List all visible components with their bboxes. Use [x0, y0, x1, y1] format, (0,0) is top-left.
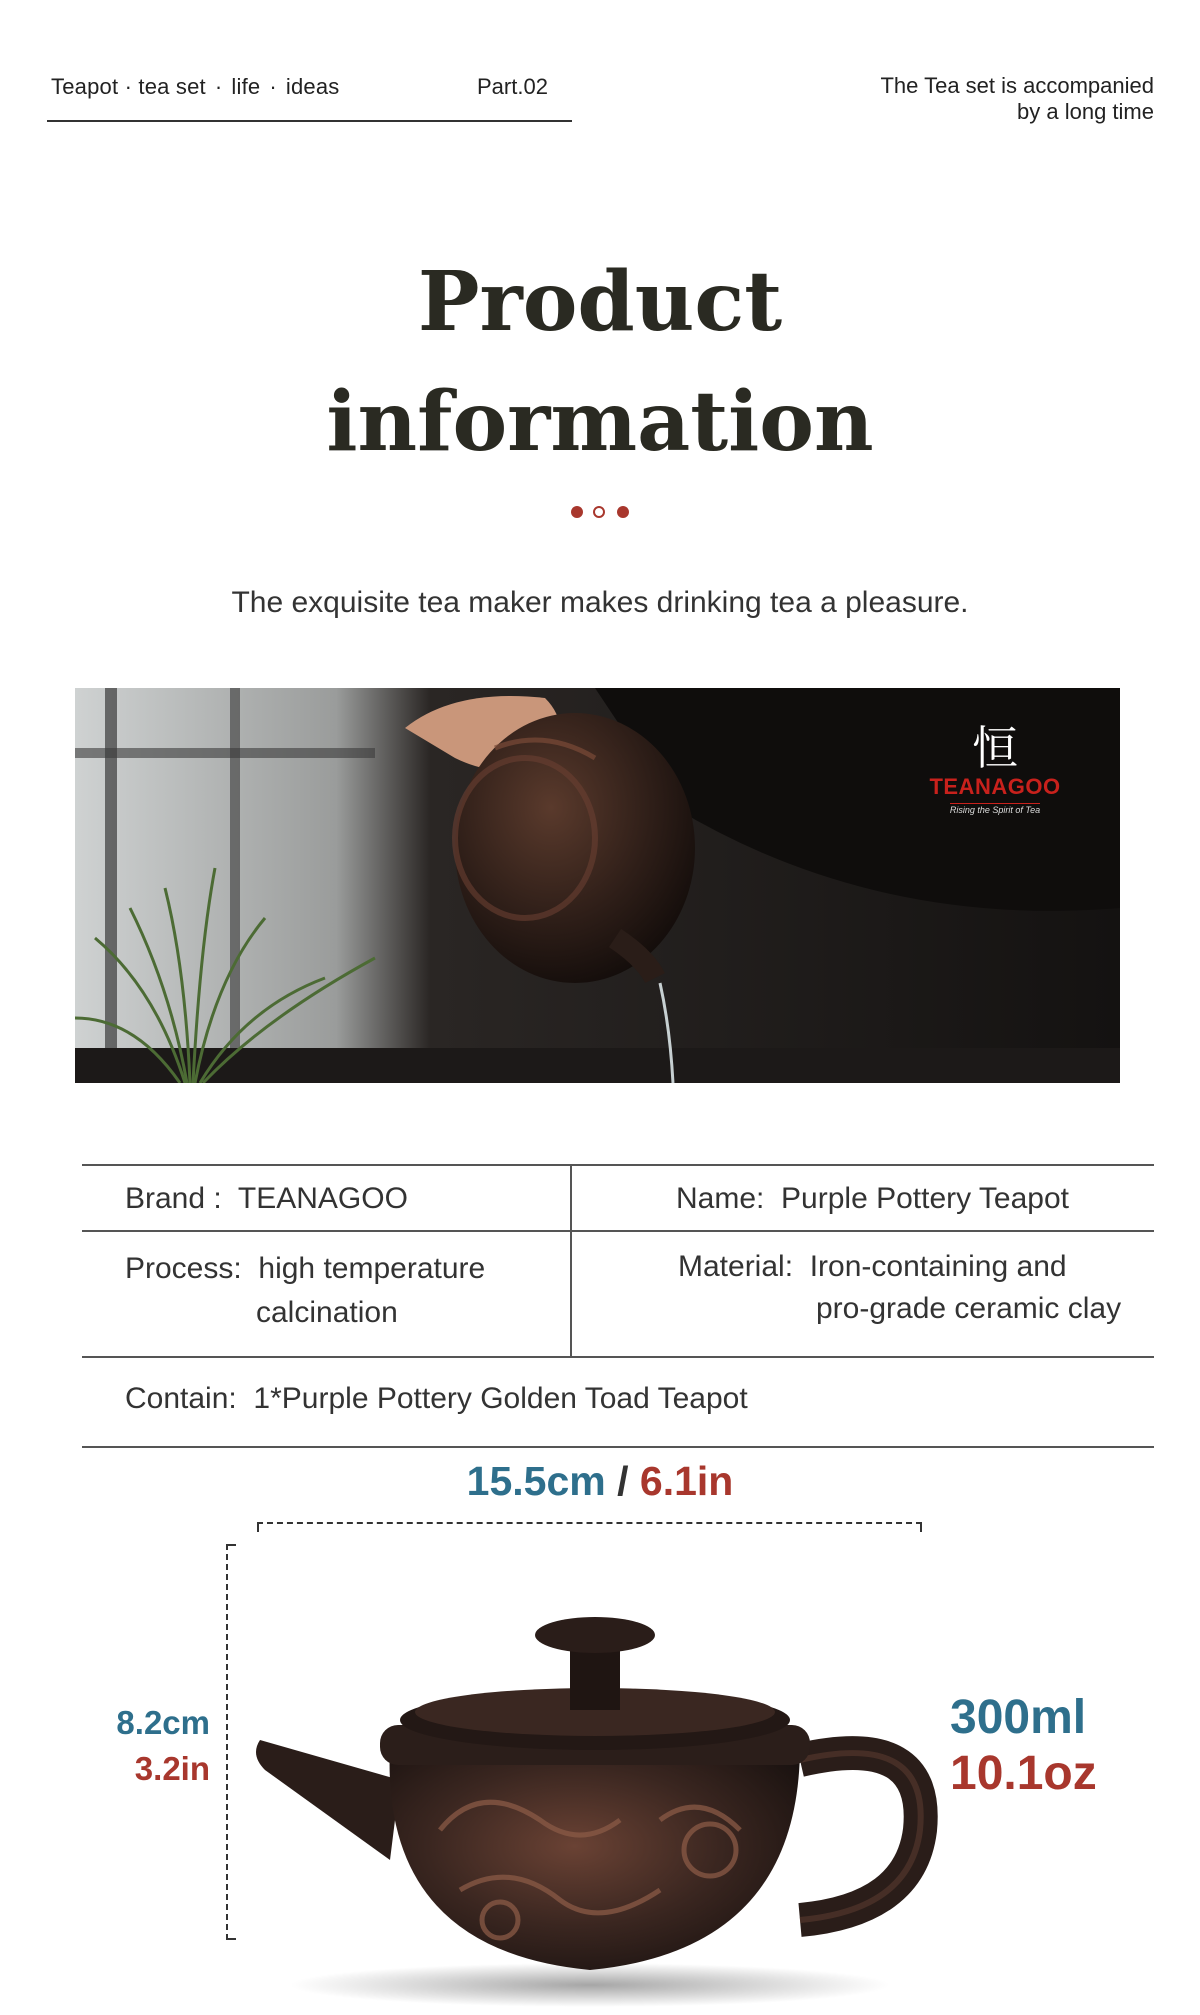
table-rule-bottom — [82, 1446, 1154, 1448]
height-cm: 8.2cm — [116, 1704, 210, 1741]
brand-row — [125, 1182, 408, 1216]
nav-item-ideas[interactable]: ideas — [285, 74, 340, 99]
tagline-line-2: by a long time — [1017, 99, 1154, 124]
process-value-1: high temperature — [258, 1252, 486, 1285]
nav-item-life[interactable]: life — [231, 74, 261, 99]
dot-hollow-icon — [593, 506, 605, 518]
tagline-line-1: The Tea set is accompanied — [880, 73, 1154, 98]
name-row — [676, 1182, 1069, 1216]
header-nav: Teapot · tea set · life · ideas — [51, 74, 340, 99]
table-rule — [82, 1230, 1154, 1232]
page-title-line-2: information — [326, 374, 874, 470]
name-value: Purple Pottery Teapot — [781, 1182, 1069, 1215]
decorative-dots — [571, 504, 631, 520]
logo-name: TEANAGOO — [929, 774, 1061, 799]
dot-icon — [617, 506, 629, 518]
brand-logo — [920, 722, 1070, 818]
contain-row — [125, 1382, 748, 1416]
capacity — [950, 1690, 1097, 1802]
brand-value: TEANAGOO — [237, 1182, 408, 1215]
header-tagline — [794, 73, 1154, 125]
table-column-divider — [570, 1164, 572, 1356]
width-in: 6.1in — [639, 1458, 734, 1504]
height-dimension — [80, 1700, 210, 1792]
width-dimension — [0, 1458, 1200, 1505]
height-measure-tick — [226, 1544, 236, 1546]
name-label: Name: — [676, 1182, 765, 1215]
contain-value: 1*Purple Pottery Golden Toad Teapot — [253, 1382, 748, 1415]
table-rule-top — [82, 1164, 1154, 1166]
material-label: Material: — [678, 1250, 794, 1283]
logo-tagline: Rising the Spirit of Tea — [949, 805, 1041, 815]
teapot-image — [240, 1530, 960, 2010]
capacity-oz: 10.1oz — [950, 1747, 1097, 1800]
height-measure-line — [226, 1544, 228, 1940]
height-in: 3.2in — [134, 1750, 210, 1787]
process-value-2: calcination — [256, 1296, 398, 1329]
process-label: Process: — [125, 1252, 242, 1285]
table-rule — [82, 1356, 1154, 1358]
part-label: Part.02 — [477, 74, 548, 99]
logo-mark-icon: 恒 — [972, 721, 1018, 775]
dot-icon — [571, 506, 583, 518]
capacity-ml: 300ml — [950, 1691, 1087, 1744]
nav-item-teapot[interactable]: Teapot · tea set — [51, 74, 206, 99]
width-measure-line — [257, 1522, 922, 1524]
header-divider — [47, 120, 572, 122]
width-separator: / — [617, 1458, 629, 1504]
page-subtitle: The exquisite tea maker makes drinking tea a pleasure. — [231, 586, 969, 619]
height-measure-tick — [226, 1938, 236, 1940]
brand-label: Brand : — [125, 1182, 222, 1215]
material-row — [678, 1250, 1067, 1284]
page-title-line-1: Product — [417, 254, 783, 350]
process-row — [125, 1252, 485, 1286]
material-value-2: pro-grade ceramic clay — [816, 1292, 1122, 1325]
contain-label: Contain: — [125, 1382, 237, 1415]
width-cm: 15.5cm — [466, 1458, 606, 1504]
material-value-1: Iron-containing and — [809, 1250, 1067, 1283]
